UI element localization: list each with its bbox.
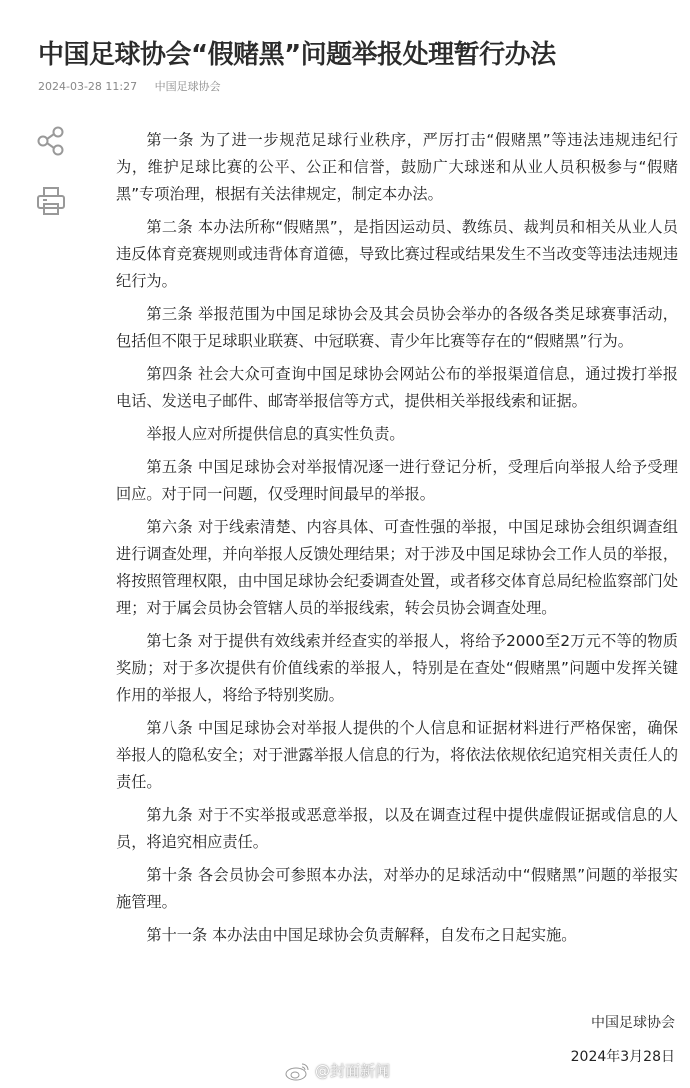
paragraph: 第十条 各会员协会可参照本办法，对举办的足球活动中“假赌黑”问题的举报实施管理。 [116, 866, 678, 911]
paragraph: 第十一条 本办法由中国足球协会负责解释，自发布之日起实施。 [146, 926, 577, 944]
paragraph: 第八条 中国足球协会对举报人提供的个人信息和证据材料进行严格保密，确保举报人的隐私安全；对于泄露举报人信息的行为，将依法依规依纪追究相关责任人的责任。 [116, 719, 678, 791]
paragraph: 第四条 社会大众可查询中国足球协会网站公布的举报渠道信息，通过拨打举报电话、发送电子邮件、邮寄举报信等方式，提供相关举报线索和证据。 [116, 365, 678, 410]
signature-date: 2024年3月28日 [570, 1049, 675, 1065]
print-icon [36, 186, 66, 216]
paragraph: 第九条 对于不实举报或恶意举报，以及在调查过程中提供虚假证据或信息的人员，将追究相应责任。 [116, 806, 678, 851]
share-button[interactable] [36, 126, 66, 156]
watermark-text: @封面新闻 [315, 1062, 391, 1080]
signature-org: 中国足球协会 [591, 1015, 675, 1031]
paragraph: 举报人应对所提供信息的真实性负责。 [146, 425, 405, 443]
paragraph: 第七条 对于提供有效线索并经查实的举报人，将给予2000至2万元不等的物质奖励；对于多次提供有价值线索的举报人，特别是在查处“假赌黑”问题中发挥关键作用的举报人，将给予特别奖励。 [116, 632, 678, 704]
share-icon [36, 126, 66, 156]
paragraph: 第三条 举报范围为中国足球协会及其会员协会举办的各级各类足球赛事活动，包括但不限于足球职业联赛、中冠联赛、青少年比赛等存在的“假赌黑”行为。 [116, 305, 678, 350]
paragraph: 第六条 对于线索清楚、内容具体、可查性强的举报，中国足球协会组织调查组进行调查处理，并向举报人反馈处理结果；对于涉及中国足球协会工作人员的举报，将按照管理权限，由中国足球协会纪委调查处置，或者移交体育总局纪检监察部门处理；对于属会员协会管辖人员的举报线索，转会员协会调查处理。 [116, 518, 678, 617]
paragraph: 第一条 为了进一步规范足球行业秩序，严厉打击“假赌黑”等违法违规违纪行为，维护足球比赛的公平、公正和信誉，鼓励广大球迷和从业人员积极参与“假赌黑”专项治理，根据有关法律规定，制定本办法。 [116, 131, 678, 203]
paragraph: 第二条 本办法所称“假赌黑”，是指因运动员、教练员、裁判员和相关从业人员违反体育竞赛规则或违背体育道德，导致比赛过程或结果发生不当改变等违法违规违纪行为。 [116, 218, 678, 290]
article-title: 中国足球协会“假赌黑”问题举报处理暂行办法 [38, 40, 556, 70]
article-body [116, 127, 678, 955]
article-meta [38, 78, 235, 94]
print-button[interactable] [36, 186, 66, 216]
publish-date: 2024-03-28 11:27 [38, 80, 138, 93]
weibo-logo-icon [285, 1061, 311, 1081]
watermark [285, 1060, 390, 1081]
article-source[interactable]: 中国足球协会 [154, 80, 221, 93]
paragraph: 第五条 中国足球协会对举报情况逐一进行登记分析，受理后向举报人给予受理回应。对于同一问题，仅受理时间最早的举报。 [116, 458, 678, 503]
